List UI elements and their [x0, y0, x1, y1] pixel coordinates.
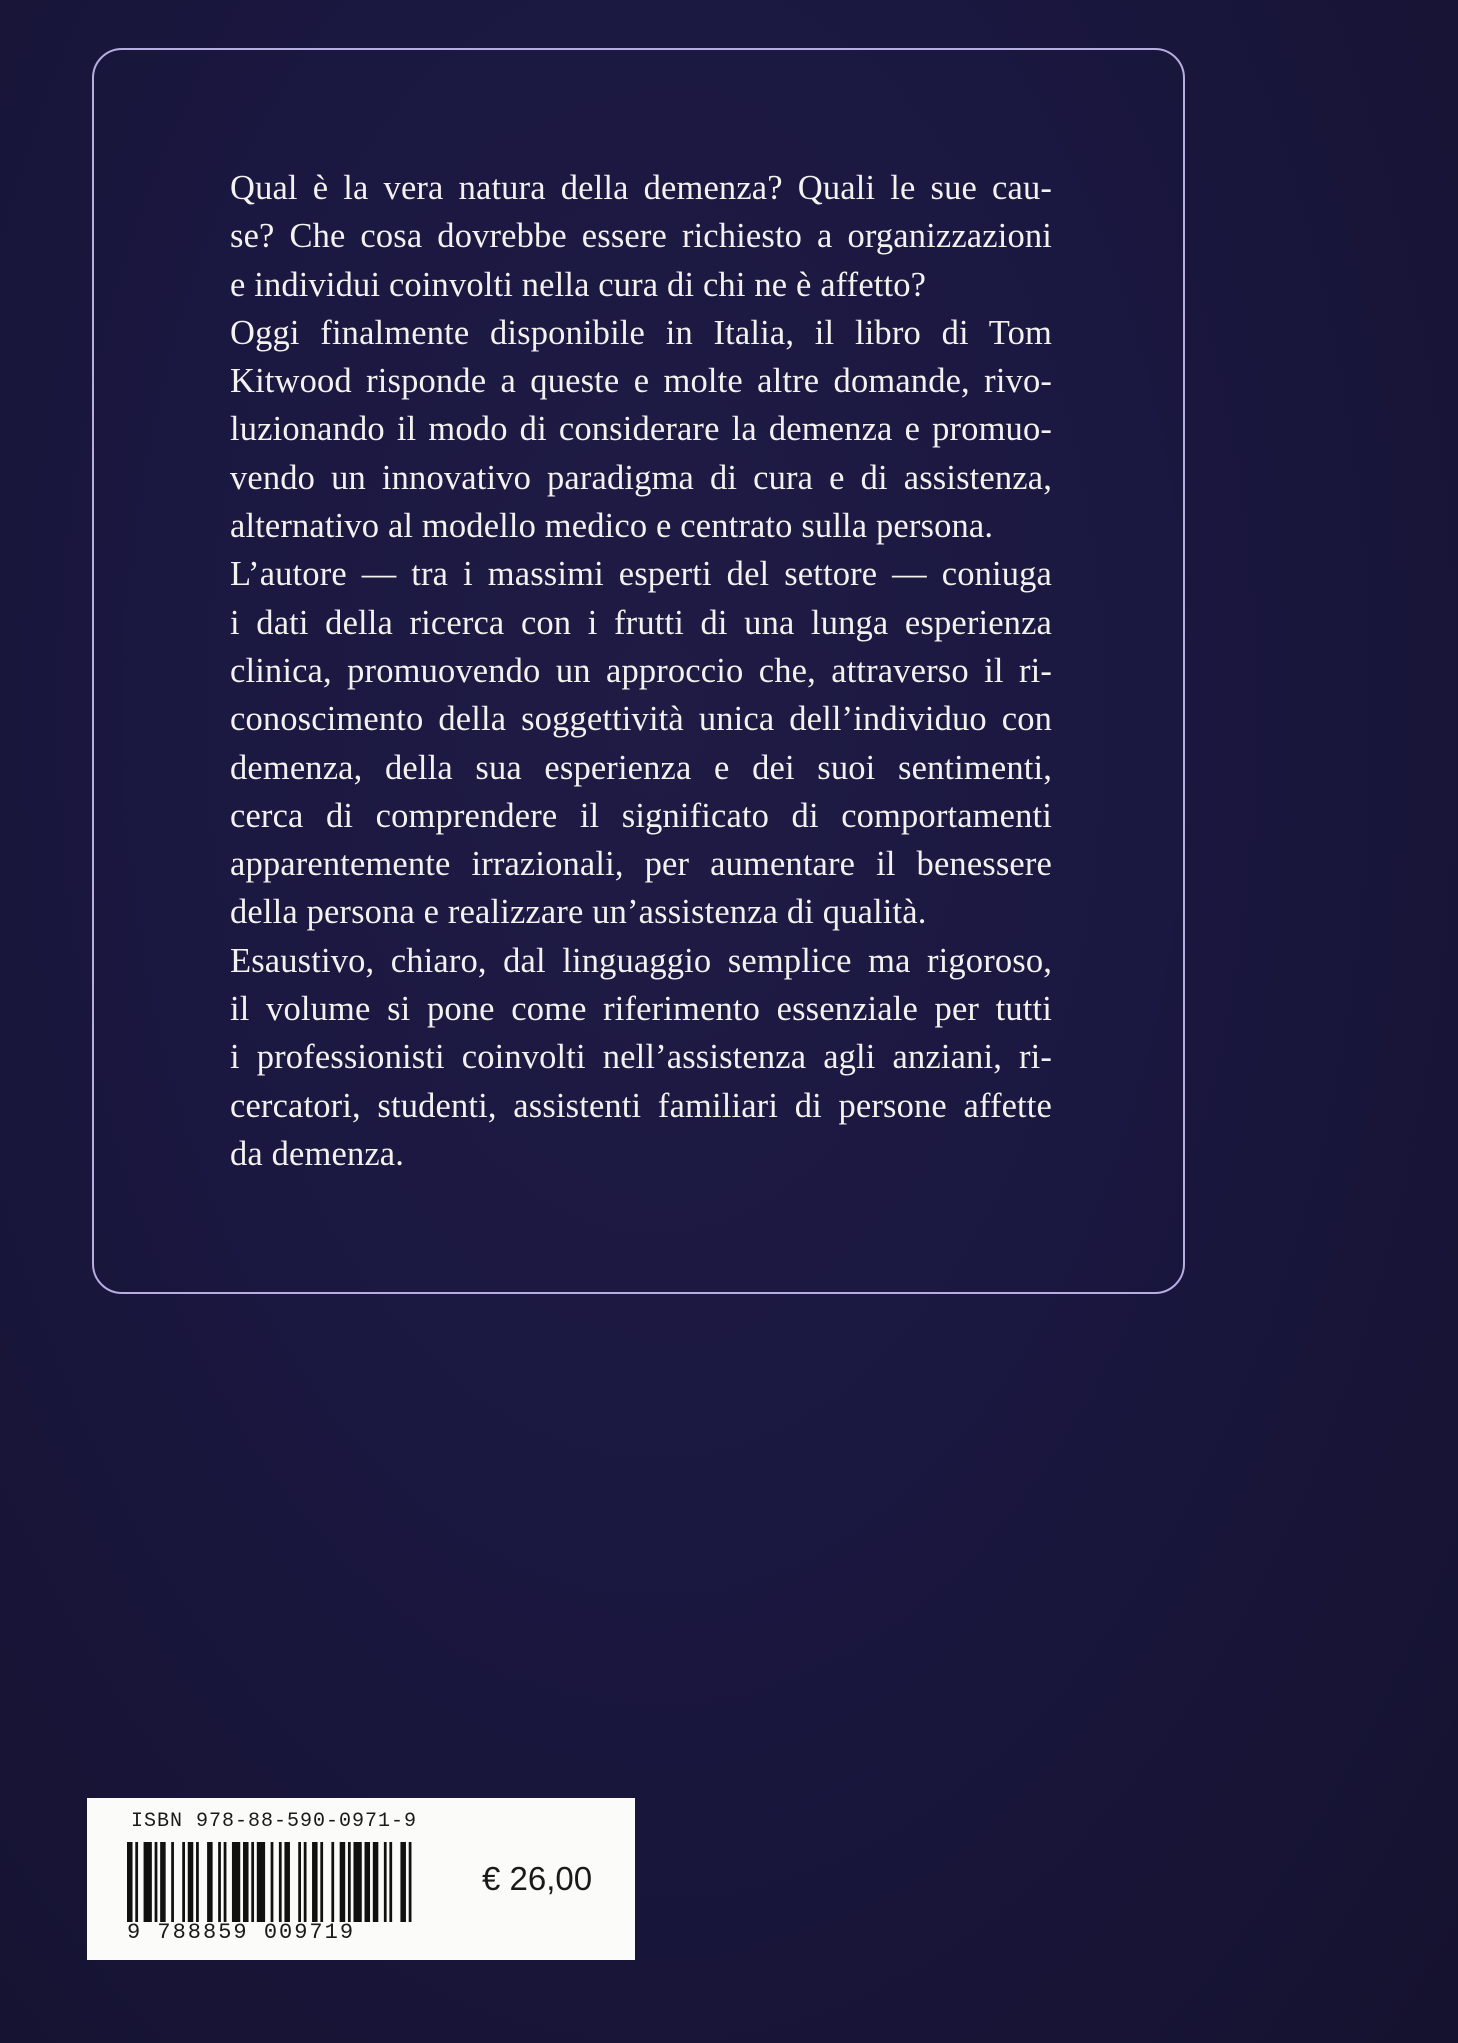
barcode-bar [127, 1842, 133, 1922]
blurb-line: cercatori, studenti, assistenti familiari di persone affette [230, 1086, 1052, 1125]
blurb-line: clinica, promuovendo un approccio che, attraverso il ri- [230, 651, 1052, 690]
barcode-bar [251, 1842, 254, 1922]
barcode-bar [155, 1842, 158, 1922]
barcode-bar [171, 1842, 174, 1922]
blurb-line: Esaustivo, chiaro, dal linguaggio semplice ma rigoroso, [230, 941, 1052, 980]
barcode-bar [257, 1842, 265, 1922]
barcode-bar [279, 1842, 282, 1922]
barcode-bar [160, 1842, 166, 1922]
blurb-line: Qual è la vera natura della demenza? Quali le sue cau- [230, 169, 1052, 207]
blurb-text [230, 164, 1052, 1178]
barcode-bar [224, 1842, 227, 1922]
blurb-line: apparentemente irrazionali, per aumentare il benessere [230, 845, 1052, 884]
barcode-bar [320, 1842, 323, 1922]
blurb-line: vendo un innovativo paradigma di cura e di assistenza, [230, 458, 1052, 497]
barcode-bar [144, 1842, 152, 1922]
blurb-line: se? Che cosa dovrebbe essere richiesto a organizzazioni [230, 217, 1052, 256]
blurb-line: L’autore — tra i massimi esperti del settore — coniuga [230, 555, 1052, 594]
blurb-line: Kitwood risponde a queste e molte altre domande, rivo- [230, 362, 1052, 401]
barcode-bar [365, 1842, 371, 1922]
blurb-line: da demenza. [230, 1134, 405, 1173]
ean-digits: 9 788859 009719 [127, 1920, 356, 1945]
barcode-bar [196, 1842, 199, 1922]
barcode-bar [340, 1842, 346, 1922]
barcode-bar [353, 1842, 361, 1922]
barcode-bar [218, 1842, 221, 1922]
barcode-bar [384, 1842, 387, 1922]
blurb-line: i dati della ricerca con i frutti di una lunga esperienza [230, 603, 1052, 642]
barcode-bar [135, 1842, 138, 1922]
barcode-bar [271, 1842, 274, 1922]
barcode-icon [127, 1842, 417, 1922]
isbn-text: ISBN 978-88-590-0971-9 [131, 1810, 418, 1833]
blurb-line: Oggi finalmente disponibile in Italia, il libro di Tom [230, 313, 1052, 352]
price-label: € 26,00 [482, 1860, 593, 1897]
barcode-bar [243, 1842, 249, 1922]
barcode-bar [373, 1842, 379, 1922]
barcode-bar [312, 1842, 318, 1922]
barcode-bar [400, 1842, 406, 1922]
blurb-line: della persona e realizzare un’assistenza di qualità. [230, 893, 927, 932]
blurb-line: i professionisti coinvolti nell’assistenza agli anziani, ri- [230, 1038, 1052, 1077]
blurb-line: e individui coinvolti nella cura di chi ne è affetto? [230, 265, 927, 304]
blurb-line: il volume si pone come riferimento essenziale per tutti [230, 990, 1052, 1029]
barcode-label [87, 1798, 635, 1960]
blurb-line: cerca di comprendere il significato di comportamenti [230, 796, 1052, 835]
blurb-line: demenza, della sua esperienza e dei suoi sentimenti, [230, 748, 1052, 787]
blurb-line: luzionando il modo di considerare la demenza e promuo- [230, 410, 1052, 449]
barcode-bar [304, 1842, 307, 1922]
blurb-line: alternativo al modello medico e centrato sulla persona. [230, 507, 994, 546]
barcode-bar [182, 1842, 185, 1922]
blurb-line: conoscimento della soggettività unica dell’individuo con [230, 700, 1052, 739]
barcode-bar [298, 1842, 301, 1922]
barcode-bar [409, 1842, 412, 1922]
barcode-bar [188, 1842, 194, 1922]
barcode-bar [348, 1842, 351, 1922]
barcode-bar [331, 1842, 334, 1922]
barcode-bar [207, 1842, 213, 1922]
barcode-bar [232, 1842, 240, 1922]
barcode-bar [389, 1842, 392, 1922]
barcode-bar [284, 1842, 290, 1922]
